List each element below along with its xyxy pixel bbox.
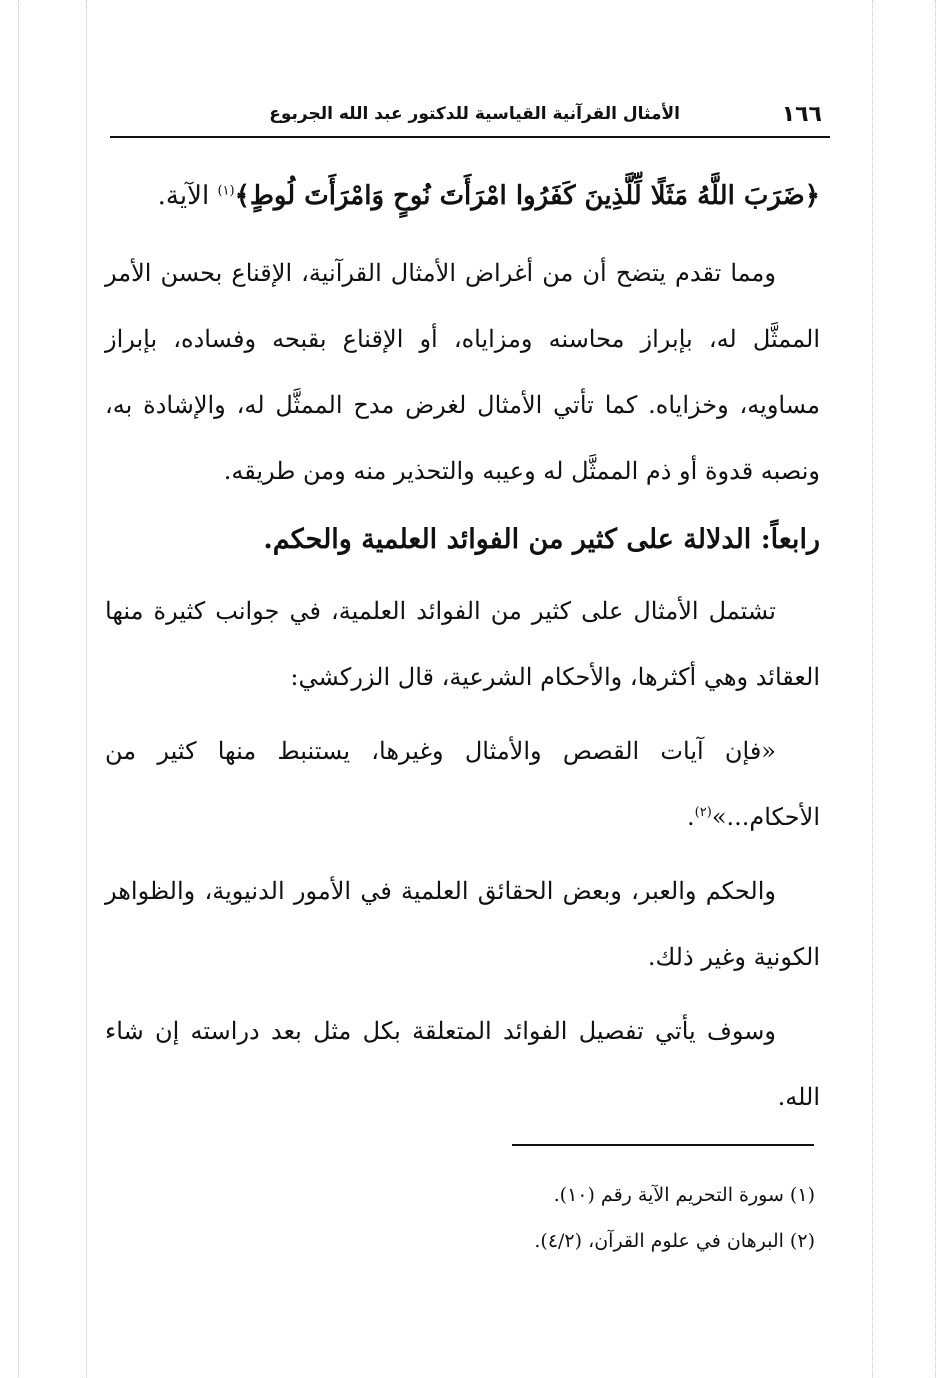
footnotes [300, 1172, 815, 1264]
quotation-text: «فإن آيات القصص والأمثال وغيرها، يستنبط منها كثير من الأحكام...» [105, 737, 820, 831]
verse-suffix: الآية. [157, 181, 210, 211]
footnote: (٢) البرهان في علوم القرآن، (٤/٢). [534, 1230, 815, 1252]
page-header [110, 100, 830, 138]
quran-verse [105, 168, 820, 224]
section-heading: رابعاً: الدلالة على كثير من الفوائد العلمية والحكم. [263, 524, 820, 555]
page-number: ١٦٦ [781, 102, 822, 127]
quotation-end: . [687, 803, 695, 831]
footnote: (١) سورة التحريم الآية رقم (١٠). [553, 1184, 815, 1206]
scan-artifact-line [935, 0, 936, 1378]
footnote-ref: (٢) [694, 805, 712, 820]
scan-artifact-line [86, 0, 87, 1378]
scan-artifact-line [18, 0, 19, 1378]
body-text [105, 168, 820, 1138]
paragraph: تشتمل الأمثال على كثير من الفوائد العلمية، في جوانب كثيرة منها العقائد وهي أكثرها، والأحكام الشرعية، قال الزركشي: [105, 597, 820, 691]
paragraph: والحكم والعبر، وبعض الحقائق العلمية في الأمور الدنيوية، والظواهر الكونية وغير ذلك. [105, 877, 820, 971]
running-title: الأمثال القرآنية القياسية للدكتور عبد الله الجربوع [269, 104, 680, 124]
paragraph: وسوف يأتي تفصيل الفوائد المتعلقة بكل مثل بعد دراسته إن شاء الله. [105, 1017, 820, 1111]
quotation [105, 718, 820, 850]
scan-artifact-line [872, 0, 873, 1378]
paragraph: ومما تقدم يتضح أن من أغراض الأمثال القرآنية، الإقناع بحسن الأمر الممثَّل له، بإبراز محاسنه ومزاياه، أو الإقناع بقبحه وفساده، بإبراز مساويه، وخزاياه. كما تأتي الأمثال لغرض مدح الممثَّل له، والإشادة به، ونصبه قدوة أو ذم الممثَّل له وعيبه والتحذير منه ومن طريقه. [105, 259, 820, 485]
verse-text: ﴿ضَرَبَ اللَّهُ مَثَلًا لِّلَّذِينَ كَفَرُوا امْرَأَتَ نُوحٍ وَامْرَأَتَ لُوطٍ﴾ [234, 181, 820, 211]
footnote-separator [512, 1144, 814, 1146]
footnote-ref: (١) [217, 183, 235, 199]
